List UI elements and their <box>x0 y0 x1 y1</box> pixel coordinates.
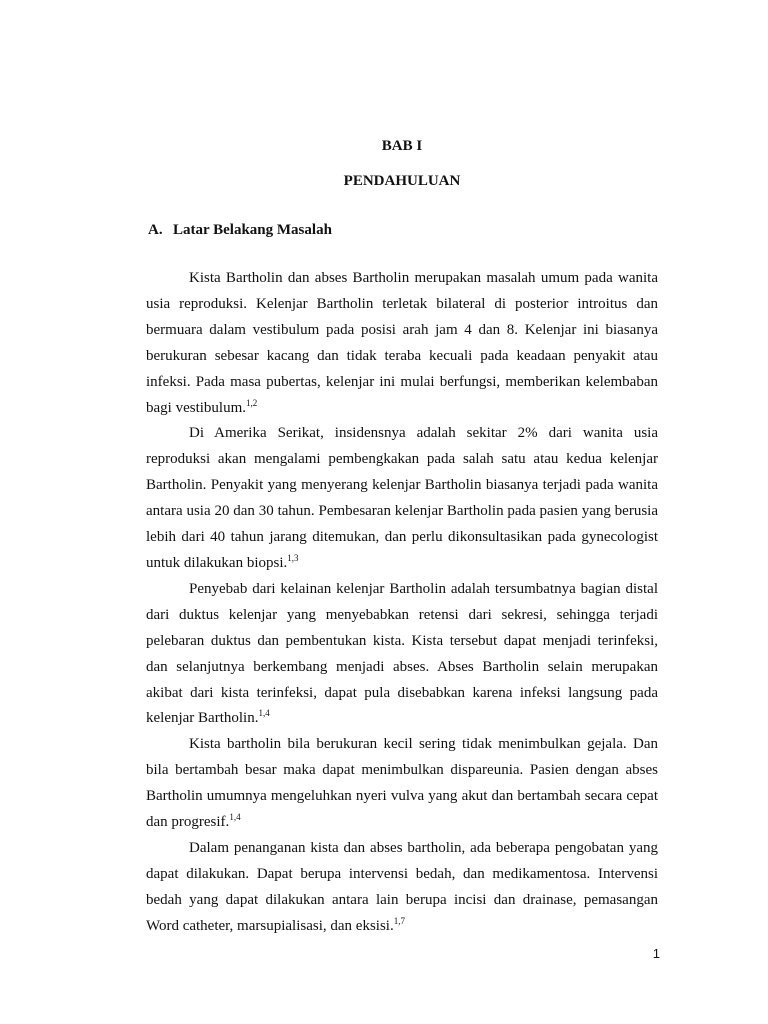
paragraph-text: Di Amerika Serikat, insidensnya adalah sekitar 2% dari wanita usia reproduksi akan mengalami pembengkakan pada salah satu atau kedua kelenjar Bartholin. Penyakit yang menyerang kelenjar Bartholin biasanya terjadi pada wanita antara usia 20 dan 30 tahun. Pembesaran kelenjar Bartholin pada pasien yang berusia lebih dari 40 tahun jarang ditemukan, dan perlu dikonsultasikan pada gynecologist untuk dilakukan biopsi. <box>146 425 658 571</box>
paragraph <box>146 836 658 940</box>
paragraph-text: Kista Bartholin dan abses Bartholin merupakan masalah umum pada wanita usia reproduksi. Kelenjar Bartholin terletak bilateral di posterior introitus dan bermuara dalam vestibulum pada posisi arah jam 4 dan 8. Kelenjar ini biasanya berukuran sebesar kacang dan tidak teraba kecuali pada keadaan penyakit atau infeksi. Pada masa pubertas, kelenjar ini mulai berfungsi, memberikan kelembaban bagi vestibulum. <box>146 270 658 416</box>
body-text <box>146 266 658 940</box>
section-heading <box>148 221 332 239</box>
paragraph-text: Dalam penanganan kista dan abses bartholin, ada beberapa pengobatan yang dapat dilakukan. Dapat berupa intervensi bedah, dan medikamentosa. Intervensi bedah yang dapat dilakukan antara lain berupa incisi dan drainase, pemasangan Word catheter, marsupialisasi, dan eksisi. <box>146 839 658 934</box>
section-heading-text: Latar Belakang Masalah <box>173 222 332 238</box>
paragraph-text: Penyebab dari kelainan kelenjar Bartholin adalah tersumbatnya bagian distal dari duktus kelenjar yang menyebabkan retensi dari sekresi, sehingga terjadi pelebaran duktus dan pembentukan kista. Kista tersebut dapat menjadi terinfeksi, dan selanjutnya berkembang menjadi abses. Abses Bartholin selain merupakan akibat dari kista terinfeksi, dapat pula disebabkan karena infeksi langsung pada kelenjar Bartholin. <box>146 580 658 727</box>
citation: 1,2 <box>246 397 258 408</box>
citation: 1,7 <box>393 915 405 926</box>
paragraph <box>146 577 658 732</box>
citation: 1,4 <box>258 708 270 719</box>
paragraph <box>146 266 658 421</box>
citation: 1,3 <box>287 552 299 563</box>
paragraph <box>146 732 658 836</box>
citation: 1,4 <box>229 812 241 823</box>
paragraph <box>146 421 658 576</box>
section-marker: A. <box>148 222 163 238</box>
page-number: 1 <box>652 946 660 961</box>
paragraph-text: Kista bartholin bila berukuran kecil sering tidak menimbulkan gejala. Dan bila bertambah besar maka dapat menimbulkan dispareunia. Pasien dengan abses Bartholin umumnya mengeluhkan nyeri vulva yang akut dan bertambah secara cepat dan progresif. <box>146 736 658 831</box>
chapter-title: PENDAHULUAN <box>343 173 461 189</box>
chapter-number: BAB I <box>381 138 423 154</box>
